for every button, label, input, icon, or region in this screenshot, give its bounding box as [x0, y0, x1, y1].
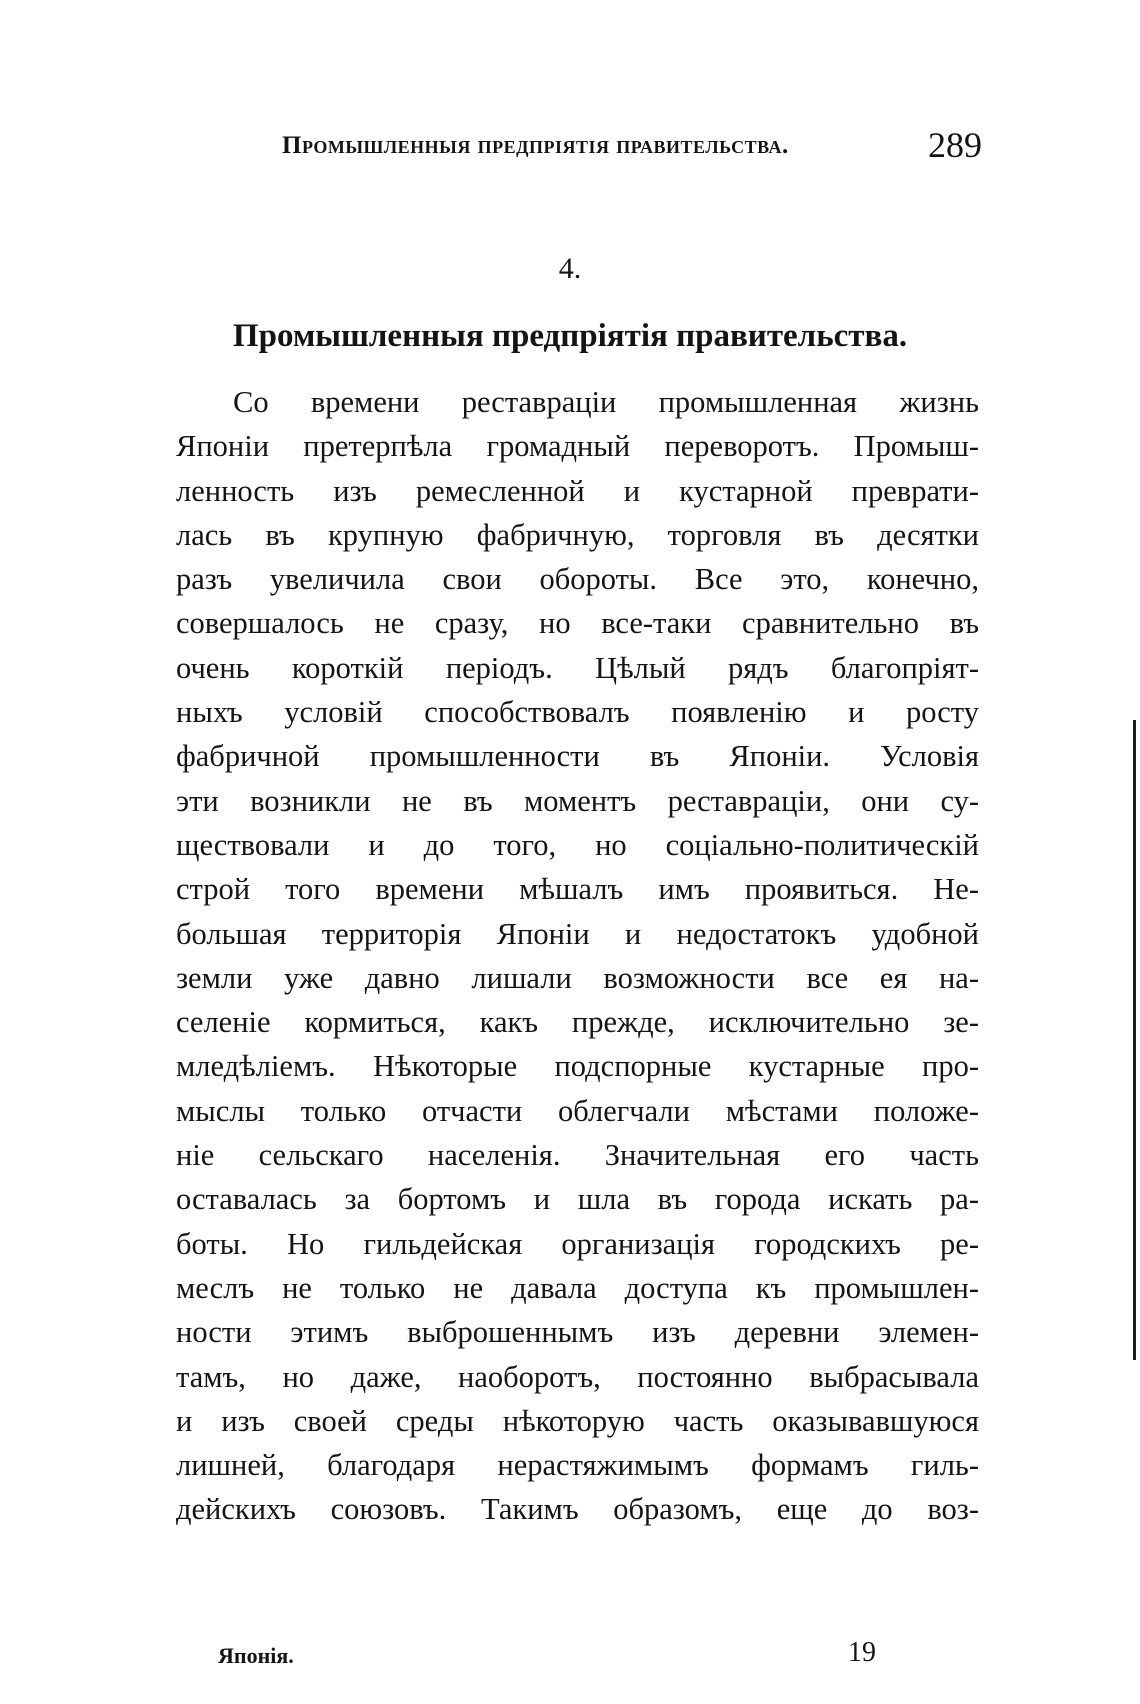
- text-line: мледѣліемъ. Нѣкоторые подспорные кустарные про-: [176, 1049, 979, 1084]
- page-footer: [218, 1637, 898, 1677]
- printer-signature: Японія.: [218, 1643, 294, 1668]
- running-head: Промышленныя предпріятія правительства.: [282, 132, 789, 159]
- text-line: тамъ, но даже, наоборотъ, постоянно выбрасывала: [176, 1359, 979, 1394]
- text-line: разъ увеличила свои обороты. Все это, конечно,: [176, 562, 979, 597]
- text-line: ніе сельскаго населенія. Значительная его часть: [176, 1138, 979, 1173]
- text-line: и изъ своей среды нѣкоторую часть оказывавшуюся: [176, 1403, 979, 1438]
- text-line: лишней, благодаря нерастяжимымъ формамъ гиль-: [176, 1448, 979, 1483]
- text-line: эти возникли не въ моментъ реставраціи, они су-: [176, 783, 979, 818]
- text-line: мыслы только отчасти облегчали мѣстами положе-: [176, 1093, 979, 1128]
- text-line: лась въ крупную фабричную, торговля въ десятки: [176, 517, 979, 552]
- text-line: оставалась за бортомъ и шла въ города искать ра-: [176, 1182, 979, 1217]
- text-line: совершалось не сразу, но все-таки сравнительно въ: [176, 606, 979, 641]
- text-line: Со времени реставраціи промышленная жизнь: [233, 385, 979, 419]
- text-line: ществовали и до того, но соціально-политическій: [176, 827, 979, 862]
- text-line: ности этимъ выброшеннымъ изъ деревни элемен-: [176, 1315, 979, 1350]
- text-line: фабричной промышленности въ Японіи. Условія: [176, 739, 979, 774]
- text-line: дейскихъ союзовъ. Такимъ образомъ, еще до воз-: [176, 1492, 979, 1527]
- text-line: очень короткій періодъ. Цѣлый рядъ благопріят-: [176, 650, 979, 685]
- text-line: Японіи претерпѣла громадный переворотъ. Промыш-: [176, 429, 979, 464]
- text-line: боты. Но гильдейская организація городскихъ ре-: [176, 1226, 979, 1261]
- text-line: ленность изъ ремесленной и кустарной преврати-: [176, 473, 979, 508]
- body-text: [176, 380, 979, 1532]
- page-number: 289: [928, 125, 982, 165]
- text-line: земли уже давно лишали возможности все ея на-: [176, 960, 979, 995]
- text-line: строй того времени мѣшалъ имъ проявиться. Не-: [176, 872, 979, 907]
- page-header: [282, 124, 982, 174]
- text-line: селеніе кормиться, какъ прежде, исключительно зе-: [176, 1005, 979, 1040]
- text-line: меслъ не только не давала доступа къ промышлен-: [176, 1270, 979, 1305]
- text-line: большая территорія Японіи и недостатокъ удобной: [176, 916, 979, 951]
- page-edge-shadow: [1133, 720, 1136, 1360]
- signature-number: 19: [848, 1637, 876, 1668]
- section-number: 4.: [558, 252, 582, 285]
- text-line: ныхъ условій способствовалъ появленію и росту: [176, 695, 979, 730]
- section-title: Промышленныя предпріятія правительства.: [232, 318, 908, 354]
